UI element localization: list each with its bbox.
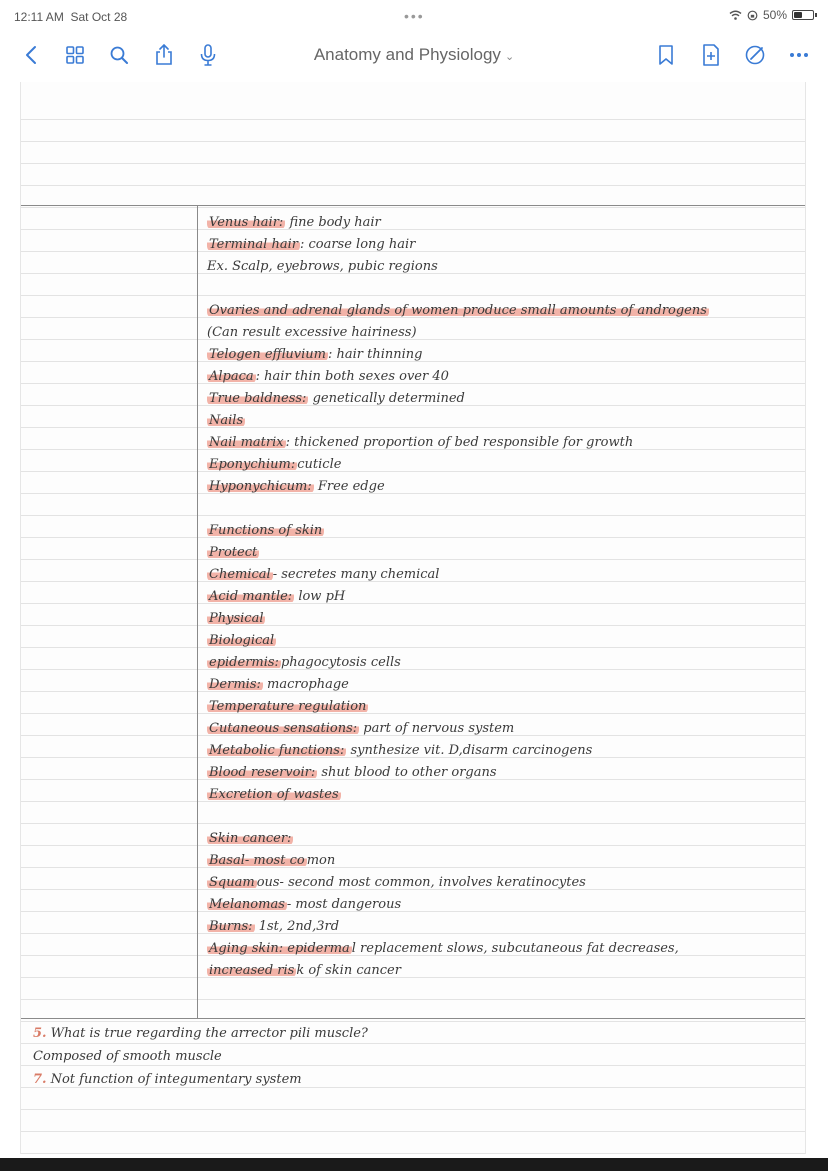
highlighted-term: True baldness: bbox=[209, 391, 307, 406]
highlighted-term: Temperature regulation bbox=[209, 699, 367, 714]
note-line bbox=[207, 388, 797, 410]
highlighted-term: Chemical bbox=[209, 567, 271, 582]
note-line bbox=[207, 300, 797, 322]
note-text: k of skin cancer bbox=[296, 963, 401, 978]
note-line bbox=[207, 696, 797, 718]
note-text: - secretes many chemical bbox=[272, 567, 440, 582]
note-line bbox=[207, 564, 797, 586]
highlighted-term: Hyponychicum: bbox=[209, 479, 312, 494]
battery-icon bbox=[792, 10, 814, 20]
highlighted-term: Terminal hair bbox=[209, 237, 298, 252]
question-text: Not function of integumentary system bbox=[50, 1072, 302, 1087]
toolbar bbox=[0, 36, 828, 76]
notes-column bbox=[207, 212, 797, 982]
note-line bbox=[207, 960, 797, 982]
notebook-page[interactable] bbox=[20, 82, 806, 1154]
note-line bbox=[207, 784, 797, 806]
note-text: (Can result excessive hairiness) bbox=[207, 325, 417, 340]
highlighted-term: Protect bbox=[209, 545, 258, 560]
note-line bbox=[207, 740, 797, 762]
highlighted-term: Nail matrix bbox=[209, 435, 284, 450]
question-text: What is true regarding the arrector pili muscle? bbox=[50, 1026, 368, 1041]
note-line bbox=[207, 476, 797, 498]
highlighted-term: Dermis: bbox=[209, 677, 261, 692]
note-text: phagocytosis cells bbox=[280, 655, 401, 670]
highlighted-term: Excretion of wastes bbox=[209, 787, 339, 802]
cornell-top-divider bbox=[21, 205, 805, 206]
blank-line bbox=[207, 498, 797, 520]
note-text: cuticle bbox=[297, 457, 342, 472]
status-bar bbox=[0, 0, 828, 36]
note-text: ous- second most common, involves keratinocytes bbox=[256, 875, 586, 890]
highlighted-term: Nails bbox=[209, 413, 244, 428]
battery-percent: 50% bbox=[762, 8, 787, 22]
blank-line bbox=[207, 278, 797, 300]
highlighted-term: Functions of skin bbox=[209, 523, 323, 538]
add-page-icon[interactable] bbox=[696, 40, 726, 70]
status-time: 12:11 AM bbox=[14, 10, 64, 24]
battery-level bbox=[794, 12, 802, 18]
status-date: Sat Oct 28 bbox=[70, 10, 128, 24]
question-5 bbox=[33, 1022, 793, 1045]
highlighted-term: Venus hair: bbox=[209, 215, 284, 230]
note-line bbox=[207, 938, 797, 960]
highlighted-term: Ovaries and adrenal glands of women produce small amounts of androgens bbox=[209, 303, 707, 318]
note-line bbox=[207, 608, 797, 630]
highlighted-term: Physical bbox=[209, 611, 264, 626]
note-text: Ex. Scalp, eyebrows, pubic regions bbox=[207, 259, 438, 274]
highlighted-term: Blood reservoir: bbox=[209, 765, 316, 780]
note-text: : coarse long hair bbox=[299, 237, 416, 252]
note-text: fine body hair bbox=[285, 215, 381, 230]
note-line bbox=[207, 454, 797, 476]
note-line bbox=[207, 366, 797, 388]
answer-5: Composed of smooth muscle bbox=[33, 1049, 222, 1064]
chevron-down-icon: ⌄ bbox=[504, 51, 515, 63]
blank-line bbox=[207, 806, 797, 828]
note-text: : hair thin both sexes over 40 bbox=[255, 369, 449, 384]
note-line bbox=[207, 828, 797, 850]
highlighted-term: increased ris bbox=[209, 963, 295, 978]
highlighted-term: Melanomas bbox=[209, 897, 285, 912]
note-line bbox=[207, 630, 797, 652]
note-text: genetically determined bbox=[308, 391, 465, 406]
note-text: - most dangerous bbox=[286, 897, 402, 912]
note-text: : hair thinning bbox=[327, 347, 423, 362]
note-text: synthesize vit. D,disarm carcinogens bbox=[346, 743, 593, 758]
note-line bbox=[207, 872, 797, 894]
note-line bbox=[207, 652, 797, 674]
highlighted-term: Cutaneous sensations: bbox=[209, 721, 358, 736]
question-number: 7. bbox=[33, 1072, 47, 1087]
highlighted-term: Biological bbox=[209, 633, 275, 648]
highlighted-term: Basal- most co bbox=[209, 853, 305, 868]
note-text: part of nervous system bbox=[359, 721, 515, 736]
highlighted-term: Skin cancer: bbox=[209, 831, 292, 846]
notebook-title-text: Anatomy and Physiology bbox=[313, 45, 501, 64]
note-line bbox=[207, 850, 797, 872]
multitasking-dots-icon[interactable]: ••• bbox=[404, 8, 425, 24]
note-text: mon bbox=[306, 853, 336, 868]
question-7 bbox=[33, 1068, 793, 1091]
cornell-summary-divider bbox=[21, 1018, 805, 1019]
note-line bbox=[207, 718, 797, 740]
note-line bbox=[207, 674, 797, 696]
screen-bottom-edge bbox=[0, 1158, 828, 1171]
wifi-icon bbox=[729, 10, 742, 20]
pen-icon[interactable] bbox=[740, 40, 770, 70]
more-icon[interactable] bbox=[784, 40, 814, 70]
note-line bbox=[207, 762, 797, 784]
question-number: 5. bbox=[33, 1026, 47, 1041]
highlighted-term: Aging skin: epiderma bbox=[209, 941, 350, 956]
cornell-cue-divider bbox=[197, 205, 198, 1018]
note-text: 1st, 2nd,3rd bbox=[254, 919, 340, 934]
note-line bbox=[207, 212, 797, 234]
highlighted-term: Acid mantle: bbox=[209, 589, 293, 604]
note-text: Free edge bbox=[313, 479, 385, 494]
highlighted-term: Telogen effluvium bbox=[209, 347, 326, 362]
highlighted-term: Alpaca bbox=[209, 369, 254, 384]
note-text: shut blood to other organs bbox=[317, 765, 497, 780]
summary-section bbox=[33, 1022, 793, 1091]
note-line bbox=[207, 520, 797, 542]
note-text: : thickened proportion of bed responsible for growth bbox=[285, 435, 634, 450]
highlighted-term: Burns: bbox=[209, 919, 253, 934]
highlighted-term: epidermis: bbox=[209, 655, 279, 670]
note-line bbox=[207, 894, 797, 916]
note-line bbox=[207, 542, 797, 564]
highlighted-term: Eponychium: bbox=[209, 457, 296, 472]
highlighted-term: Metabolic functions: bbox=[209, 743, 345, 758]
note-line bbox=[207, 916, 797, 938]
note-line bbox=[207, 344, 797, 366]
note-text: l replacement slows, subcutaneous fat decreases, bbox=[351, 941, 679, 956]
note-text: low pH bbox=[294, 589, 346, 604]
bookmark-icon[interactable] bbox=[651, 40, 681, 70]
note-line bbox=[207, 322, 797, 344]
note-line bbox=[207, 256, 797, 278]
note-line bbox=[207, 234, 797, 256]
note-line bbox=[207, 410, 797, 432]
orientation-lock-icon bbox=[747, 10, 758, 21]
highlighted-term: Squam bbox=[209, 875, 255, 890]
note-line bbox=[207, 586, 797, 608]
note-line bbox=[207, 432, 797, 454]
note-text: macrophage bbox=[262, 677, 349, 692]
